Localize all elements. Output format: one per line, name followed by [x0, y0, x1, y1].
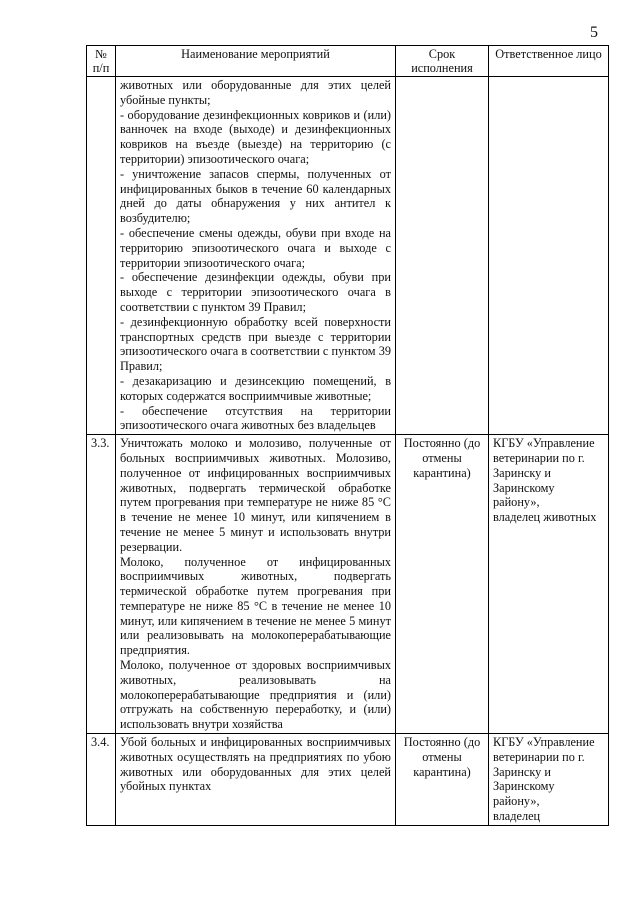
- measures-table: [86, 45, 609, 826]
- description-paragraph: Уничтожать молоко и молозиво, полученные от больных восприимчивых животных. Молозиво, полученное от инфицированных восприимчивых животных, подвергать термической обработке путем прогревания при температуре не ниже 85 °С в течение не менее 10 минут, или кипячением в течение не менее 5 минут и использовать внутри резервации.: [120, 436, 391, 554]
- row-term: Постоянно (до отмены карантина): [396, 435, 489, 734]
- description-line: - обеспечение смены одежды, обуви при входе на территорию эпизоотического очага и выходе с территории эпизоотического очага;: [120, 225, 391, 270]
- responsible-org: КГБУ «Управление ветеринарии по г. Заринску и Заринскому району»,: [493, 436, 595, 510]
- header-number: № п/п: [87, 46, 116, 77]
- row-description: [116, 77, 396, 435]
- table-row: [87, 77, 609, 435]
- description-paragraph: Молоко, полученное от здоровых восприимчивых животных, реализовывать на молокоперерабатывающие предприятия и (или) отгружать на собственную переработку, и (или) использовать внутри хозяйства: [120, 658, 391, 732]
- description-line: - дезакаризацию и дезинсекцию помещений, в которых содержатся восприимчивые животные;: [120, 373, 391, 403]
- description-line: - обеспечение дезинфекции одежды, обуви при выходе с территории эпизоотического очага в соответствии с пунктом 39 Правил;: [120, 270, 391, 314]
- description-paragraph: Молоко, полученное от инфицированных восприимчивых животных, подвергать термической обработке путем прогревания при температуре не ниже 85 °С в течение не менее 10 минут, или кипячением в течение не менее 5 минут или реализовывать на молокоперерабатывающие предприятия.: [120, 554, 391, 658]
- header-term: Срок исполнения: [396, 46, 489, 77]
- table-header-row: [87, 46, 609, 77]
- description-line: - дезинфекционную обработку всей поверхности транспортных средств при выезде с территории эпизоотического очага в соответствии с пунктом 39 Правил;: [120, 314, 391, 374]
- row-responsible: [489, 435, 609, 734]
- table-row: [87, 734, 609, 826]
- row-description: [116, 734, 396, 826]
- row-term: Постоянно (до отмены карантина): [396, 734, 489, 826]
- description-line: животных или оборудованные для этих целей убойные пункты;: [120, 78, 391, 107]
- row-number: [87, 77, 116, 435]
- description-line: - оборудование дезинфекционных ковриков и (или) ванночек на входе (выходе) и дезинфекционных ковриков на въезде (выезде) на территорию (с территории) эпизоотического очага;: [120, 107, 391, 166]
- row-description: [116, 435, 396, 734]
- description-line: - обеспечение отсутствия на территории эпизоотического очага животных без владельцев: [120, 403, 391, 433]
- description-paragraph: Убой больных и инфицированных восприимчивых животных осуществлять на предприятиях по убою животных или оборудованных для этих целей убойных пунктах: [120, 735, 391, 794]
- responsible-org: КГБУ «Управление ветеринарии по г. Заринску и Заринскому району»,: [493, 735, 595, 809]
- row-number: 3.4.: [87, 734, 116, 826]
- responsible-owner: владелец животных: [493, 510, 597, 525]
- header-measures: Наименование мероприятий: [116, 46, 396, 77]
- row-term: [396, 77, 489, 435]
- header-responsible: Ответственное лицо: [489, 46, 609, 77]
- responsible-owner: владелец: [493, 809, 541, 824]
- page-number: 5: [590, 24, 598, 41]
- description-line: - уничтожение запасов спермы, полученных от инфицированных быков в течение 60 календарных дней до даты обнаружения у них антител к возбудителю;: [120, 166, 391, 226]
- row-number: 3.3.: [87, 435, 116, 734]
- table-row: [87, 435, 609, 734]
- row-responsible: [489, 77, 609, 435]
- row-responsible: [489, 734, 609, 826]
